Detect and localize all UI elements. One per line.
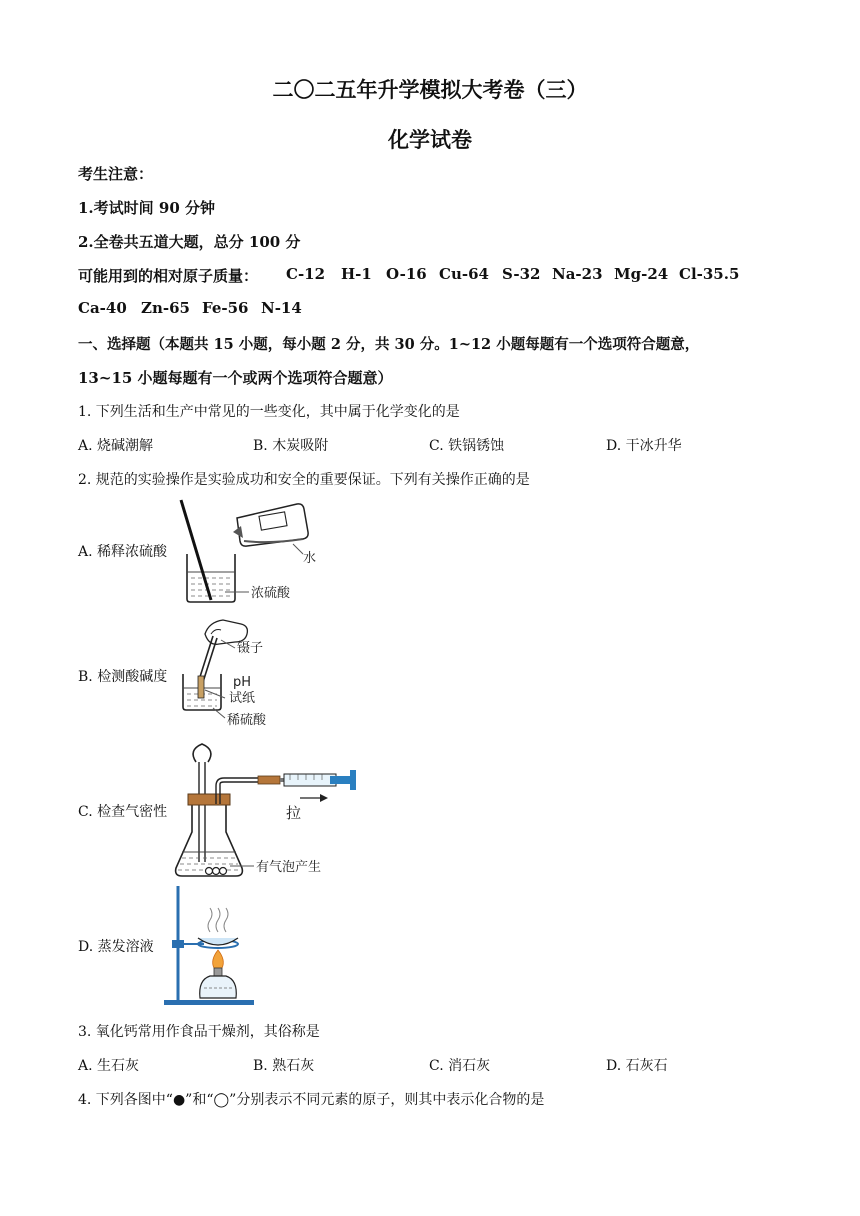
notice-heading: 考生注意： (78, 165, 154, 183)
notice-item-1: 1.考试时间 90 分钟 (78, 199, 215, 217)
question-1-option-d[interactable]: D. 干冰升华 (606, 438, 682, 454)
question-3-option-d[interactable]: D. 石灰石 (606, 1058, 668, 1074)
label-bubbles: 有气泡产生 (256, 860, 322, 875)
label-pull: 拉 (286, 804, 302, 822)
question-1-stem: 1. 下列生活和生产中常见的一些变化，其中属于化学变化的是 (78, 404, 460, 420)
figure-ph-test (175, 614, 315, 732)
figure-dilute-acid (175, 496, 355, 608)
question-2-option-b[interactable]: B. 检测酸碱度 (78, 669, 168, 685)
atomic-mass-c: C-12 (286, 265, 326, 283)
atomic-mass-s: S-32 (502, 265, 541, 283)
flame-icon (213, 950, 224, 970)
alcohol-lamp-icon (200, 968, 237, 998)
question-1-option-a[interactable]: A. 烧碱潮解 (78, 438, 154, 454)
label-test-paper: 试纸 (229, 691, 256, 706)
atomic-mass-h: H-1 (341, 265, 372, 283)
reagent-bottle-icon (233, 504, 308, 546)
notice-item-2: 2.全卷共五道大题，总分 100 分 (78, 233, 301, 251)
atomic-mass-ca: Ca-40 (78, 299, 127, 317)
atomic-mass-zn: Zn-65 (141, 299, 190, 317)
atomic-mass-o: O-16 (386, 265, 427, 283)
figure-evaporation (160, 880, 270, 1010)
question-2-stem: 2. 规范的实验操作是实验成功和安全的重要保证。下列有关操作正确的是 (78, 472, 530, 488)
question-1-option-b[interactable]: B. 木炭吸附 (253, 438, 329, 454)
question-3-option-a[interactable]: A. 生石灰 (78, 1058, 140, 1074)
label-ph: pH (233, 675, 252, 690)
atomic-mass-label: 可能用到的相对原子质量： (78, 267, 259, 285)
question-2-option-a[interactable]: A. 稀释浓硫酸 (78, 544, 168, 560)
atomic-mass-fe: Fe-56 (202, 299, 249, 317)
question-3-stem: 3. 氧化钙常用作食品干燥剂，其俗称是 (78, 1024, 320, 1040)
question-2-option-c[interactable]: C. 检查气密性 (78, 804, 168, 820)
atomic-mass-n: N-14 (261, 299, 302, 317)
question-1-option-c[interactable]: C. 铁锅锈蚀 (429, 438, 505, 454)
label-conc-acid: 浓硫酸 (251, 586, 291, 601)
atomic-mass-mg: Mg-24 (614, 265, 669, 283)
question-3-option-c[interactable]: C. 消石灰 (429, 1058, 491, 1074)
atomic-mass-na: Na-23 (552, 265, 603, 283)
label-tweezers: 镊子 (237, 641, 264, 656)
syringe-icon (280, 770, 356, 790)
page-title: 二〇二五年升学模拟大考卷（三） (272, 77, 588, 102)
section-heading-line2: 13~15 小题每题有一个或两个选项符合题意） (78, 369, 393, 387)
question-3-option-b[interactable]: B. 熟石灰 (253, 1058, 315, 1074)
question-2-option-d[interactable]: D. 蒸发溶液 (78, 939, 154, 955)
label-dilute-acid: 稀硫酸 (227, 713, 267, 728)
question-4-stem: 4. 下列各图中“●”和“◯”分别表示不同元素的原子，则其中表示化合物的是 (78, 1092, 545, 1108)
label-water: 水 (303, 551, 317, 566)
atomic-mass-cu: Cu-64 (439, 265, 489, 283)
atomic-mass-cl: Cl-35.5 (679, 265, 740, 283)
figure-airtight-check (170, 740, 360, 885)
section-heading-line1: 一、选择题（本题共 15 小题，每小题 2 分，共 30 分。1~12 小题每题有一个选项符合题意， (78, 336, 700, 353)
page-subtitle: 化学试卷 (388, 127, 472, 152)
